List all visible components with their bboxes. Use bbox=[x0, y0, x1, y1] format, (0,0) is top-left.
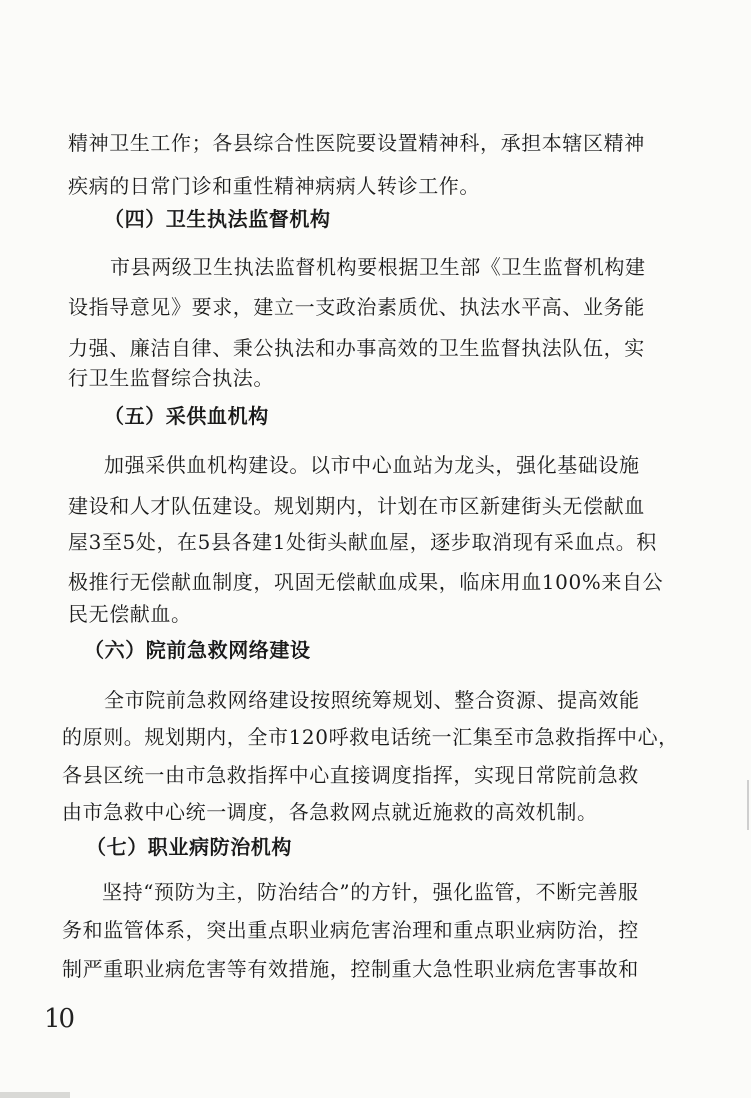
section-heading: （四）卫生执法监督机构 bbox=[104, 207, 331, 231]
section-heading: （六）院前急救网络建设 bbox=[84, 638, 311, 662]
text-line: 极推行无偿献血制度，巩固无偿献血成果，临床用血100%来自公 bbox=[68, 570, 664, 594]
section-heading: （五）采供血机构 bbox=[104, 404, 269, 428]
text-line: 各县区统一由市急救指挥中心直接调度指挥，实现日常院前急救 bbox=[62, 763, 639, 787]
section-heading: （七）职业病防治机构 bbox=[86, 835, 292, 859]
text-line: 民无偿献血。 bbox=[68, 602, 192, 626]
text-line: 屋3至5处，在5县各建1处街头献血屋，逐步取消现有采血点。积 bbox=[68, 530, 657, 554]
text-line: 制严重职业病危害等有效措施，控制重大急性职业病危害事故和 bbox=[62, 957, 639, 981]
page-number: 10 bbox=[44, 1004, 74, 1034]
text-line: 全市院前急救网络建设按照统筹规划、整合资源、提高效能 bbox=[104, 688, 640, 712]
text-line: 市县两级卫生执法监督机构要根据卫生部《卫生监督机构建 bbox=[110, 255, 646, 279]
text-line: 的原则。规划期内，全市120呼救电话统一汇集至市急救指挥中心， bbox=[62, 725, 679, 749]
text-line: 疾病的日常门诊和重性精神病病人转诊工作。 bbox=[68, 174, 480, 198]
text-line: 务和监管体系，突出重点职业病危害治理和重点职业病防治，控 bbox=[62, 918, 639, 942]
text-line: 由市急救中心统一调度，各急救网点就近施救的高效机制。 bbox=[62, 800, 598, 824]
text-line: 行卫生监督综合执法。 bbox=[68, 366, 274, 390]
scan-shadow bbox=[0, 1092, 70, 1098]
text-line: 建设和人才队伍建设。规划期内，计划在市区新建街头无偿献血 bbox=[68, 494, 645, 518]
text-line: 加强采供血机构建设。以市中心血站为龙头，强化基础设施 bbox=[104, 453, 640, 477]
scan-edge-mark bbox=[747, 780, 749, 830]
text-line: 设指导意见》要求，建立一支政治素质优、执法水平高、业务能 bbox=[68, 295, 645, 319]
text-line: 力强、廉洁自律、秉公执法和办事高效的卫生监督执法队伍，实 bbox=[68, 336, 645, 360]
text-line: 精神卫生工作；各县综合性医院要设置精神科，承担本辖区精神 bbox=[68, 131, 645, 155]
text-line: 坚持“预防为主，防治结合”的方针，强化监管，不断完善服 bbox=[102, 880, 639, 904]
